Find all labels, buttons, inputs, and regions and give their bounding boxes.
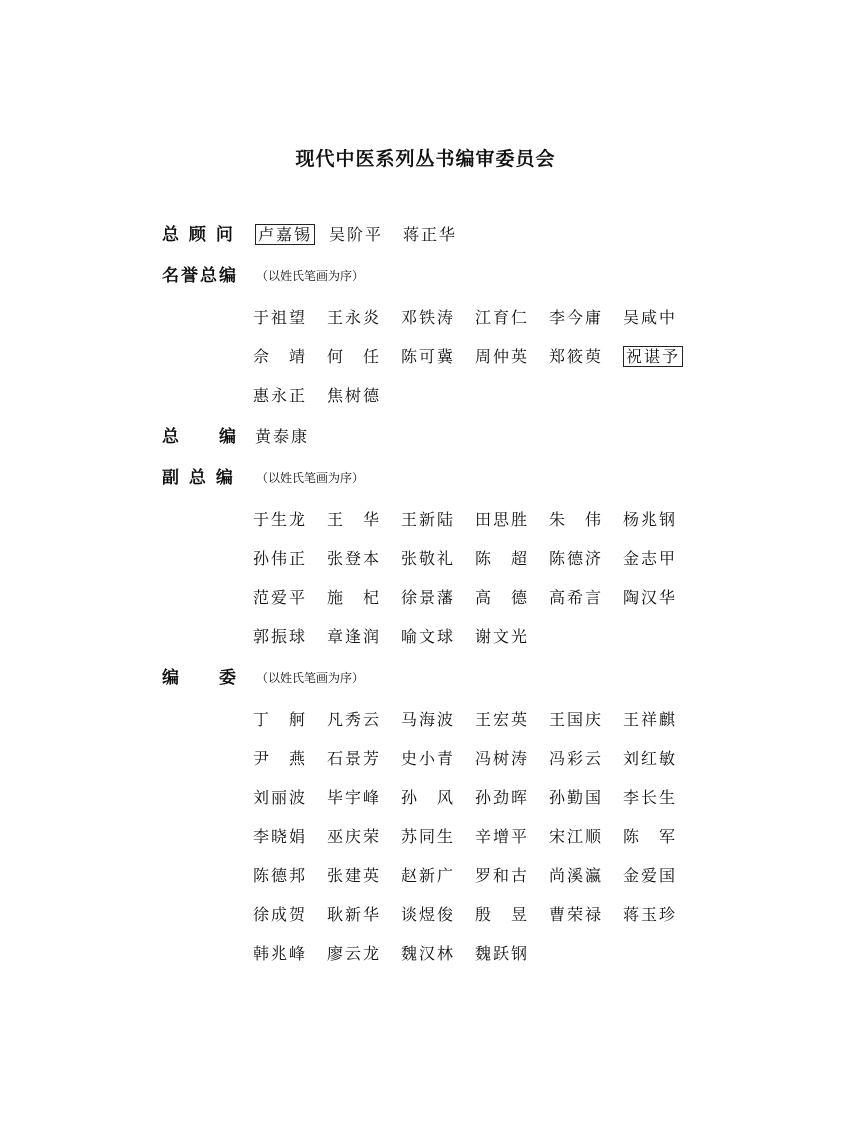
member-name (327, 303, 401, 333)
member-name-text: 吴咸中 (623, 308, 678, 327)
names-group (253, 544, 697, 574)
member-name (475, 544, 549, 574)
member-name (475, 939, 549, 969)
names-row (0, 583, 851, 613)
member-name (327, 705, 401, 735)
names-row (0, 705, 851, 735)
member-name (327, 342, 401, 372)
member-name-text: 焦树德 (327, 386, 382, 405)
member-name-boxed (623, 342, 697, 372)
member-name (401, 939, 475, 969)
member-name-text: 喻文球 (401, 627, 456, 646)
member-name (253, 583, 327, 613)
member-name-text: 冯树涛 (475, 749, 530, 768)
section-header (0, 663, 851, 693)
member-name-text: 李晓娟 (253, 827, 308, 846)
names-group (253, 900, 697, 930)
member-name (623, 783, 697, 813)
member-name-text: 赵新广 (401, 866, 456, 885)
member-name-text: 祝谌予 (623, 346, 683, 367)
member-name (401, 303, 475, 333)
names-group (253, 583, 697, 613)
member-name (329, 220, 403, 250)
member-name (327, 783, 401, 813)
member-name (475, 622, 549, 652)
member-name-text: 苏同生 (401, 827, 456, 846)
member-name (475, 342, 549, 372)
member-name-text: 徐成贺 (253, 905, 308, 924)
names-group (253, 303, 697, 333)
member-name-text: 张敬礼 (401, 549, 456, 568)
member-name (623, 544, 697, 574)
member-name (549, 705, 623, 735)
section-header (0, 422, 851, 452)
member-name-text: 陈德济 (549, 549, 604, 568)
member-name-text: 辛增平 (475, 827, 530, 846)
member-name-text: 陈可冀 (401, 347, 456, 366)
member-name (623, 705, 697, 735)
member-name-text: 罗和古 (475, 866, 530, 885)
member-name (327, 505, 401, 535)
member-name-text: 史小青 (401, 749, 456, 768)
member-name (623, 900, 697, 930)
member-name-text: 田思胜 (475, 510, 530, 529)
sort-note: （以姓氏笔画为序） (256, 471, 365, 485)
member-name-text: 凡秀云 (327, 710, 382, 729)
member-name (623, 583, 697, 613)
member-name-text: 张登本 (327, 549, 382, 568)
member-name-text: 高希言 (549, 588, 604, 607)
member-name-text: 金志甲 (623, 549, 678, 568)
names-row (0, 342, 851, 372)
member-name (623, 505, 697, 535)
names-group (253, 783, 697, 813)
member-name (327, 744, 401, 774)
member-name (401, 861, 475, 891)
member-name-text: 廖云龙 (327, 944, 382, 963)
member-name (255, 422, 329, 452)
member-name-text: 佘 靖 (253, 347, 308, 366)
member-name (401, 783, 475, 813)
member-name-text: 尚溪瀛 (549, 866, 604, 885)
sort-note: （以姓氏笔画为序） (256, 671, 365, 685)
names-row (0, 544, 851, 574)
member-name (475, 822, 549, 852)
member-name-text: 王 华 (327, 510, 382, 529)
member-name-text: 王永炎 (327, 308, 382, 327)
names-group (253, 381, 401, 411)
member-name-boxed (255, 220, 329, 250)
member-name (475, 861, 549, 891)
member-name (253, 544, 327, 574)
names-group (253, 342, 697, 372)
member-name-text: 耿新华 (327, 905, 382, 924)
member-name (475, 505, 549, 535)
section-header (0, 261, 851, 291)
names-row (0, 783, 851, 813)
member-name-text: 李长生 (623, 788, 678, 807)
member-name (623, 822, 697, 852)
member-name-text: 王宏英 (475, 710, 530, 729)
member-name-text: 巫庆荣 (327, 827, 382, 846)
member-name-text: 于生龙 (253, 510, 308, 529)
member-name-text: 孙伟正 (253, 549, 308, 568)
names-group (255, 422, 329, 452)
names-group (255, 220, 477, 250)
member-name-text: 宋江顺 (549, 827, 604, 846)
member-name (475, 583, 549, 613)
member-name (401, 505, 475, 535)
names-group (253, 822, 697, 852)
member-name (401, 544, 475, 574)
member-name-text: 蒋玉珍 (623, 905, 678, 924)
names-group (253, 622, 549, 652)
member-name-text: 徐景藩 (401, 588, 456, 607)
member-name-text: 陈德邦 (253, 866, 308, 885)
member-name-text: 毕宇峰 (327, 788, 382, 807)
member-name-text: 蒋正华 (403, 225, 458, 244)
member-name (253, 900, 327, 930)
member-name (327, 900, 401, 930)
member-name-text: 杨兆钢 (623, 510, 678, 529)
member-name (549, 783, 623, 813)
names-group (253, 744, 697, 774)
member-name (253, 303, 327, 333)
member-name (475, 744, 549, 774)
member-name (253, 381, 327, 411)
member-name (401, 900, 475, 930)
member-name (327, 861, 401, 891)
member-name (549, 744, 623, 774)
page-title: 现代中医系列丛书编审委员会 (295, 148, 556, 170)
member-name-text: 黄泰康 (255, 427, 310, 446)
member-name-text: 陶汉华 (623, 588, 678, 607)
member-name-text: 周仲英 (475, 347, 530, 366)
member-name-text: 尹 燕 (253, 749, 308, 768)
sort-note: （以姓氏笔画为序） (256, 269, 365, 283)
names-row (0, 861, 851, 891)
section-label: 总 顾 问 (162, 225, 235, 245)
member-name-text: 王国庆 (549, 710, 604, 729)
member-name-text: 王新陆 (401, 510, 456, 529)
member-name-text: 孙 风 (401, 788, 456, 807)
member-name-text: 金爱国 (623, 866, 678, 885)
member-name-text: 王祥麒 (623, 710, 678, 729)
member-name (327, 544, 401, 574)
member-name (623, 861, 697, 891)
names-row (0, 381, 851, 411)
member-name-text: 章逢润 (327, 627, 382, 646)
member-name-text: 丁 舸 (253, 710, 308, 729)
member-name-text: 石景芳 (327, 749, 382, 768)
member-name-text: 何 任 (327, 347, 382, 366)
member-name-text: 孙勤国 (549, 788, 604, 807)
member-name (401, 705, 475, 735)
section-label: 副 总 编 (162, 468, 235, 488)
member-name-text: 邓铁涛 (401, 308, 456, 327)
member-name-text: 朱 伟 (549, 510, 604, 529)
member-name (623, 744, 697, 774)
member-name (253, 822, 327, 852)
names-row (0, 744, 851, 774)
member-name (549, 583, 623, 613)
member-name (401, 583, 475, 613)
member-name (253, 744, 327, 774)
member-name-text: 冯彩云 (549, 749, 604, 768)
member-name (253, 939, 327, 969)
member-name (327, 381, 401, 411)
names-row (0, 303, 851, 333)
member-name-text: 魏跃钢 (475, 944, 530, 963)
member-name (327, 622, 401, 652)
section-label: 总 编 (162, 427, 238, 447)
member-name (253, 705, 327, 735)
member-name (623, 303, 697, 333)
member-name (549, 900, 623, 930)
member-name (327, 939, 401, 969)
names-row (0, 900, 851, 930)
member-name (253, 505, 327, 535)
section-header (0, 220, 851, 250)
member-name (253, 861, 327, 891)
member-name-text: 卢嘉锡 (255, 224, 315, 245)
names-group (253, 505, 697, 535)
member-name (401, 342, 475, 372)
member-name-text: 谢文光 (475, 627, 530, 646)
member-name-text: 韩兆峰 (253, 944, 308, 963)
member-name-text: 陈 超 (475, 549, 530, 568)
names-row (0, 622, 851, 652)
member-name-text: 施 杞 (327, 588, 382, 607)
section-label: 名誉总编 (162, 266, 238, 286)
member-name (253, 342, 327, 372)
member-name-text: 范爱平 (253, 588, 308, 607)
member-name-text: 刘红敏 (623, 749, 678, 768)
member-name-text: 马海波 (401, 710, 456, 729)
member-name (475, 303, 549, 333)
names-row (0, 822, 851, 852)
member-name-text: 谈煜俊 (401, 905, 456, 924)
member-name (403, 220, 477, 250)
member-name-text: 张建英 (327, 866, 382, 885)
member-name (549, 544, 623, 574)
member-name-text: 孙劲晖 (475, 788, 530, 807)
names-group (253, 939, 549, 969)
member-name (475, 900, 549, 930)
member-name (253, 622, 327, 652)
member-name (253, 783, 327, 813)
member-name (549, 822, 623, 852)
member-name (475, 783, 549, 813)
member-name-text: 殷 昱 (475, 905, 530, 924)
member-name-text: 江育仁 (475, 308, 530, 327)
member-name (549, 303, 623, 333)
member-name (549, 505, 623, 535)
member-name-text: 郭振球 (253, 627, 308, 646)
member-name-text: 吴阶平 (329, 225, 384, 244)
names-row (0, 939, 851, 969)
member-name (549, 861, 623, 891)
member-name-text: 惠永正 (253, 386, 308, 405)
member-name (401, 622, 475, 652)
member-name (475, 705, 549, 735)
member-name-text: 于祖望 (253, 308, 308, 327)
member-name (327, 583, 401, 613)
member-name-text: 陈 军 (623, 827, 678, 846)
member-name (401, 744, 475, 774)
section-label: 编 委 (162, 668, 238, 688)
member-name-text: 李今庸 (549, 308, 604, 327)
member-name-text: 曹荣禄 (549, 905, 604, 924)
names-group (253, 861, 697, 891)
names-group (253, 705, 697, 735)
names-row (0, 505, 851, 535)
member-name-text: 刘丽波 (253, 788, 308, 807)
member-name-text: 郑筱萸 (549, 347, 604, 366)
member-name-text: 魏汉林 (401, 944, 456, 963)
member-name (327, 822, 401, 852)
member-name (549, 342, 623, 372)
member-name (401, 822, 475, 852)
member-name-text: 高 德 (475, 588, 530, 607)
section-header (0, 463, 851, 493)
